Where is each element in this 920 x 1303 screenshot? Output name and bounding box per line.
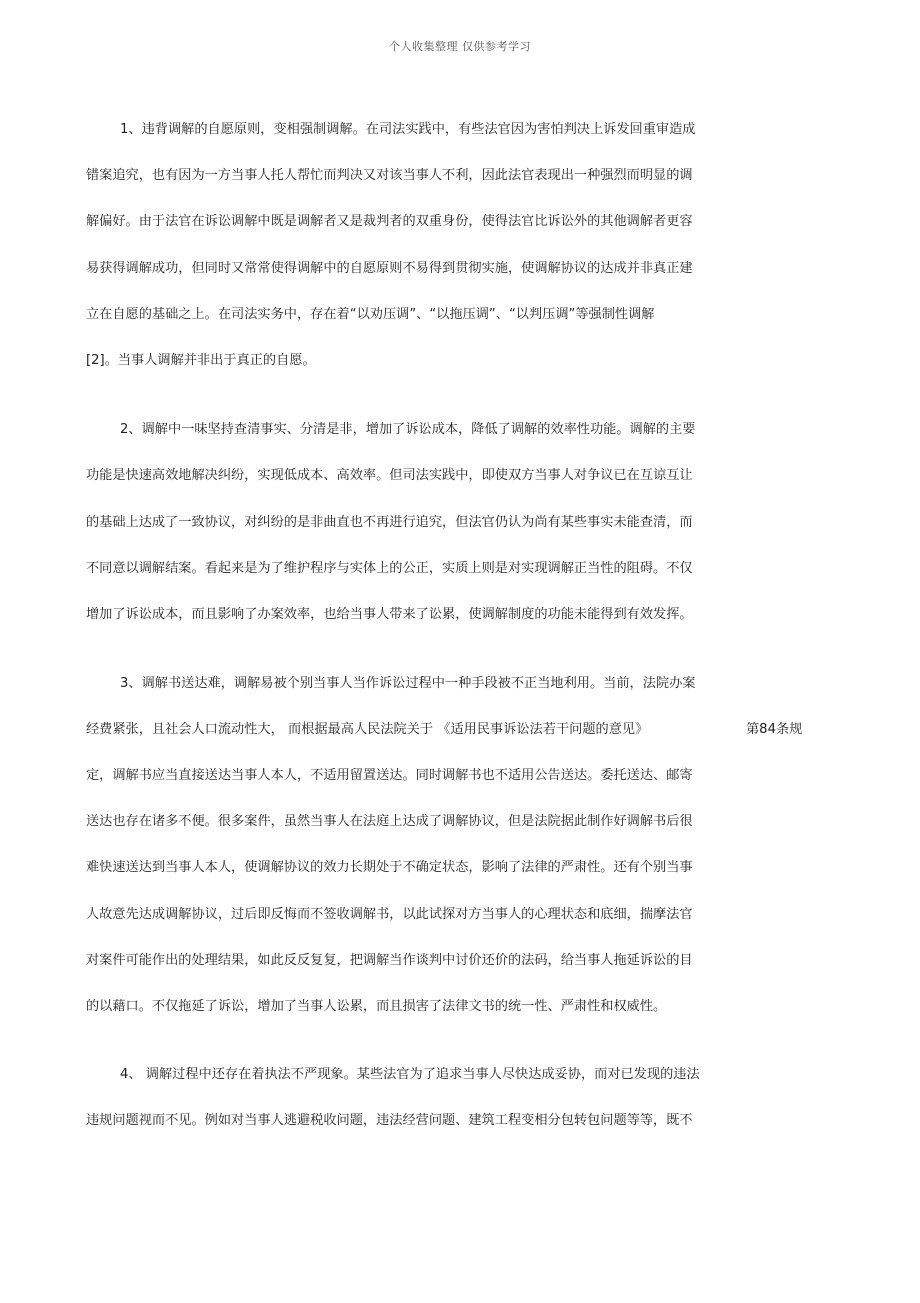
paragraph-1-line-6: [2]。当事人调解并非出于真正的自愿。 [86, 353, 316, 368]
paragraph-4-line-2: 违规问题视而不见。例如对当事人逃避税收问题，违法经营问题、建筑工程变相分包转包问题等等，既不 [86, 1113, 693, 1128]
paragraph-1-line-2: 错案追究，也有因为一方当事人托人帮忙而判决又对该当事人不利，因此法官表现出一种强烈而明显的调 [86, 168, 693, 183]
paragraph-3-line-2: 经费紧张，且社会人口流动性大， 而根据最高人民法院关于 《适用民事诉讼法若干问题的意见》 [86, 722, 649, 737]
paragraph-3-line-4: 送达也存在诸多不便。很多案件，虽然当事人在法庭上达成了调解协议，但是法院据此制作好调解书后很 [86, 814, 693, 829]
paragraph-4-line-1: 4、 调解过程中还存在着执法不严现象。某些法官为了追求当事人尽快达成妥协，而对已发现的违法 [120, 1067, 700, 1082]
paragraph-1-line-3: 解偏好。由于法官在诉讼调解中既是调解者又是裁判者的双重身份，使得法官比诉讼外的其他调解者更容 [86, 214, 693, 229]
paragraph-1-line-1: 1、违背调解的自愿原则，变相强制调解。在司法实践中，有些法官因为害怕判决上诉发回重审造成 [120, 122, 696, 137]
paragraph-2-line-3: 的基础上达成了一致协议，对纠纷的是非曲直也不再进行追究，但法官仍认为尚有某些事实未能查清，而 [86, 515, 693, 530]
paragraph-3-line-1: 3、调解书送达难，调解易被个别当事人当作诉讼过程中一种手段被不正当地利用。当前，法院办案 [120, 676, 696, 691]
paragraph-2-line-4: 不同意以调解结案。看起来是为了维护程序与实体上的公正，实质上则是对实现调解正当性的阻碍。不仅 [86, 561, 693, 576]
paragraph-3-line-7: 对案件可能作出的处理结果，如此反反复复，把调解当作谈判中讨价还价的法码，给当事人拖延诉讼的目 [86, 953, 693, 968]
paragraph-2-line-1: 2、调解中一味坚持查清事实、分清是非，增加了诉讼成本，降低了调解的效率性功能。调解的主要 [120, 422, 696, 437]
paragraph-2-line-5: 增加了诉讼成本，而且影响了办案效率，也给当事人带来了讼累，使调解制度的功能未能得到有效发挥。 [86, 607, 693, 622]
paragraph-2-line-2: 功能是快速高效地解决纠纷，实现低成本、高效率。但司法实践中，即使双方当事人对争议已在互谅互让 [86, 468, 693, 483]
paragraph-3-line-6: 人故意先达成调解协议，过后即反悔而不签收调解书，以此试探对方当事人的心理状态和底细，揣摩法官 [86, 907, 693, 922]
paragraph-3-line-8: 的以藉口。不仅拖延了诉讼，增加了当事人讼累，而且损害了法律文书的统一性、严肃性和权威性。 [86, 999, 667, 1014]
paragraph-3-line-5: 难快速送达到当事人本人，使调解协议的效力长期处于不确定状态，影响了法律的严肃性。还有个别当事 [86, 860, 693, 875]
paragraph-1-line-4: 易获得调解成功，但同时又常常使得调解中的自愿原则不易得到贯彻实施，使调解协议的达成并非真正建 [86, 261, 693, 276]
paragraph-1-line-5: 立在自愿的基础之上。在司法实务中，存在着“以劝压调”、“以拖压调”、“以判压调”等强制性调解 [86, 307, 655, 322]
paragraph-3-line-3: 定，调解书应当直接送达当事人本人，不适用留置送达。同时调解书也不适用公告送达。委托送达、邮寄 [86, 768, 693, 783]
paragraph-3-line-2-tail: 第84条规 [746, 722, 803, 737]
page-header: 个人收集整理 仅供参考学习 [389, 40, 531, 53]
